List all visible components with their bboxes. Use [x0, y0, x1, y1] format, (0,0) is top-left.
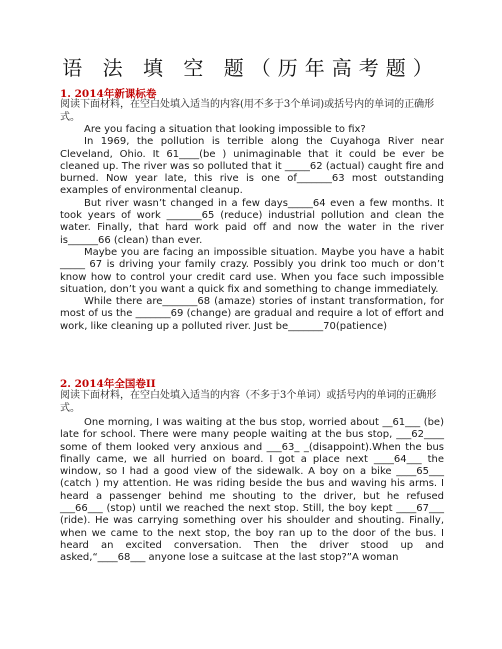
- paragraph: Are you facing a situation that looking impossible to fix?: [84, 124, 366, 135]
- section-2-heading: 2. 2014年全国卷II: [60, 378, 156, 390]
- section-1-passage: [60, 124, 444, 333]
- section-2-passage: [60, 417, 444, 565]
- paragraph: But river wasn’t changed in a few days_____64 even a few months. It took years of work _______65 (reduce) industrial pollution and clean the water. Finally, that hard work paid off and now the water in the river is______66 (clean) than ever.: [60, 197, 444, 246]
- section-1-instruction: 阅读下面材料，在空白处填入适当的内容(用不多于3个单词)或括号内的单词的正确形式。: [60, 99, 435, 123]
- paragraph: Maybe you are facing an impossible situation. Maybe you have a habit _____ 67 is driving your family crazy. Possibly you drink too much or don’t know how to control your credit card use. When you face such impossible situation, don’t you want a quick fix and something to change immediately.: [60, 246, 444, 295]
- section-2-instruction: 阅读下面材料，在空白处填入适当的内容（不多于3个单词）或括号内的单词的正确形式。: [60, 390, 437, 414]
- paragraph: In 1969, the pollution is terrible along the Cuyahoga River near Cleveland, Ohio. It 61____(be ) unimaginable that it could be ever be cleaned up. The river was so polluted that it _____62 (actual) caught fire and burned. Now year late, this rive is one of_______63 most outstanding examples of environmental cleanup.: [60, 136, 444, 197]
- paragraph: One morning, I was waiting at the bus stop, worried about __61___ (be) late for school. There were many people waiting at the bus stop, ___62____ some of them looked very anxious and ___63_ _(disappoint).When the bus finally came, we all hurried on board. I got a place next ____64___ the window, so I had a good view of the sidewalk. A boy on a bike ____65___ (catch ) my attention. He was riding beside the bus and waving his arms. I heard a passenger behind me shouting to the driver, but he refused ___66___ (stop) until we reached the next stop. Still, the boy kept ____67___ (ride). He was carrying something over his shoulder and shouting. Finally, when we came to the next stop, the boy ran up to the door of the bus. I heard an excited conversation. Then the driver stood up and asked,“____68___ anyone lose a suitcase at the last stop?”A woman: [60, 417, 444, 564]
- section-1-heading: 1. 2014年新课标卷: [60, 88, 157, 100]
- paragraph: While there are_______68 (amaze) stories of instant transformation, for most of us the _______69 (change) are gradual and require a lot of effort and work, like cleaning up a polluted river. Just be_______70(patience): [60, 296, 444, 332]
- page-title: 语 法 填 空 题（历年高考题）: [62, 56, 440, 80]
